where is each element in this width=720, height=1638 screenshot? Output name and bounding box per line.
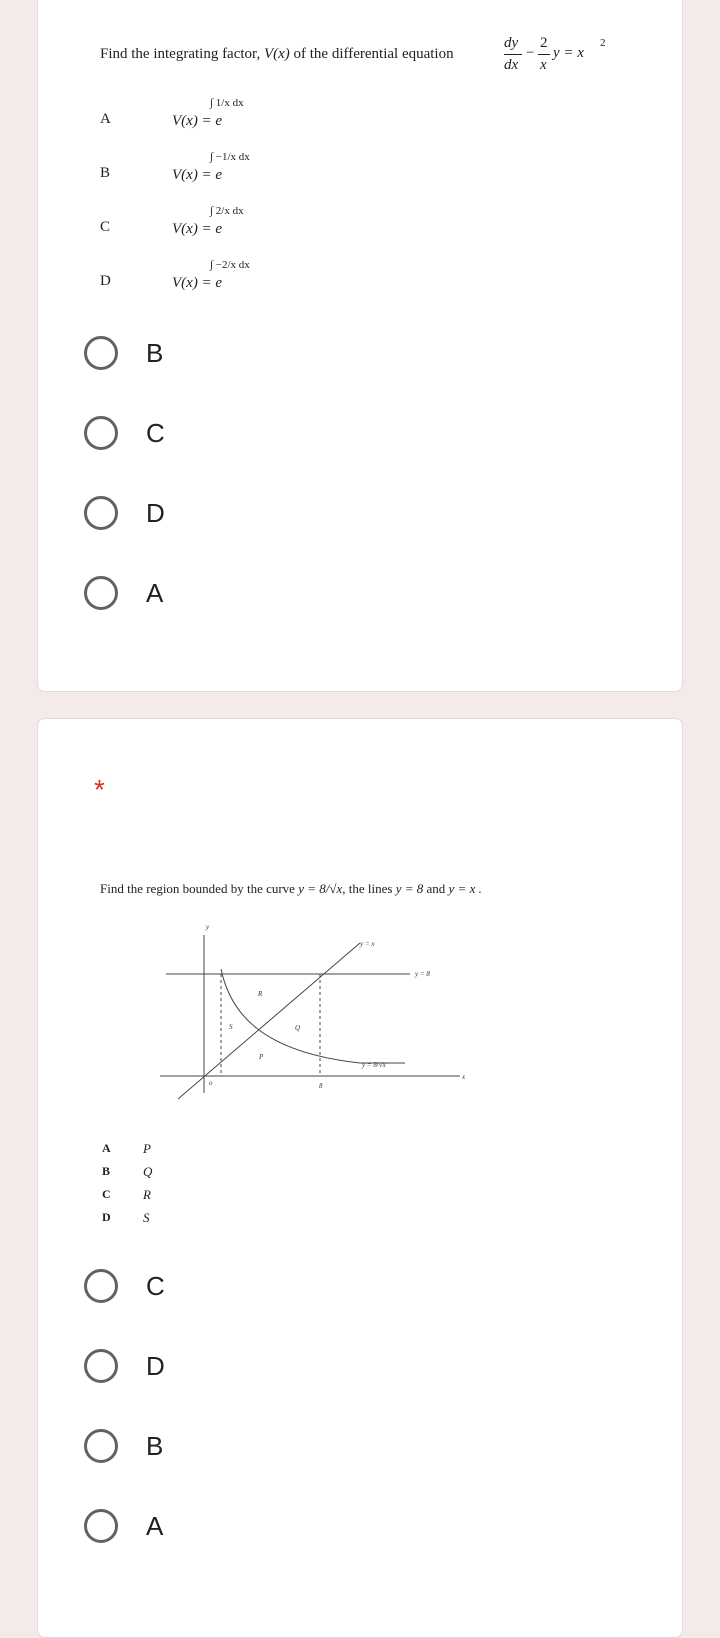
prompt-variable: V(x) xyxy=(263,46,290,62)
radio-button[interactable] xyxy=(84,576,118,610)
formula-exponent: ∫ 2/x dx xyxy=(210,205,244,217)
frac1-numerator: dy xyxy=(504,35,519,51)
region-q-label: Q xyxy=(295,1024,301,1032)
formula-exponent: ∫ −2/x dx xyxy=(210,259,250,271)
question-1-prompt xyxy=(100,46,454,63)
prompt-text: Find the region bounded by the curve xyxy=(100,881,295,896)
radio-button[interactable] xyxy=(84,416,118,450)
choice-label: A xyxy=(146,577,164,608)
frac2-bar xyxy=(538,54,550,55)
option-value: Q xyxy=(143,1164,153,1179)
choice-b[interactable] xyxy=(84,1426,163,1466)
option-letter: B xyxy=(102,1164,111,1178)
radio-button[interactable] xyxy=(84,496,118,530)
frac2-numerator: 2 xyxy=(540,35,548,51)
option-formula xyxy=(172,113,222,130)
choice-a[interactable] xyxy=(84,1506,163,1546)
prompt-tail: of the differential equation xyxy=(293,46,454,62)
prompt-and: and xyxy=(426,881,446,896)
option-letter: C xyxy=(100,219,111,235)
choice-label: C xyxy=(146,417,165,448)
choice-c[interactable] xyxy=(84,1266,165,1306)
choice-c[interactable] xyxy=(84,413,165,453)
radio-button[interactable] xyxy=(84,1269,118,1303)
formula-exponent: ∫ −1/x dx xyxy=(210,151,250,163)
prompt-line2: y = x . xyxy=(448,881,482,896)
differential-equation xyxy=(504,35,644,79)
frac2-denominator: x xyxy=(540,57,547,73)
option-value: S xyxy=(143,1210,150,1225)
option-letter: D xyxy=(100,273,111,289)
choice-label: B xyxy=(146,1430,164,1461)
question-card-1 xyxy=(37,0,683,692)
curve-8-over-root-x xyxy=(221,969,360,1063)
frac1-denominator: dx xyxy=(504,57,519,73)
line-yx-label: y = x xyxy=(360,940,375,948)
question-2-prompt xyxy=(100,881,482,897)
region-p-label: P xyxy=(259,1053,264,1061)
region-r-label: R xyxy=(258,990,263,998)
equation-rhs: y = x xyxy=(553,45,584,61)
choice-label: A xyxy=(146,1510,164,1541)
question-card-2 xyxy=(37,718,683,1638)
formula-exponent: ∫ 1/x dx xyxy=(210,97,244,109)
x-tick-8: 8 xyxy=(319,1082,323,1090)
choice-b[interactable] xyxy=(84,333,163,373)
choice-label: C xyxy=(146,1270,165,1301)
formula-lhs: V(x) = e xyxy=(172,221,223,237)
radio-button[interactable] xyxy=(84,1349,118,1383)
option-letter: A xyxy=(102,1141,111,1155)
radio-button[interactable] xyxy=(84,336,118,370)
origin-label: o xyxy=(209,1079,213,1087)
formula-lhs: V(x) = e xyxy=(172,167,223,183)
choice-label: B xyxy=(146,337,164,368)
radio-button[interactable] xyxy=(84,1429,118,1463)
radio-button[interactable] xyxy=(84,1509,118,1543)
option-formula xyxy=(172,221,222,238)
prompt-curve: y = 8/√x xyxy=(298,881,343,896)
formula-lhs: V(x) = e xyxy=(172,113,223,129)
option-letter: A xyxy=(100,111,111,127)
choice-label: D xyxy=(146,497,165,528)
formula-lhs: V(x) = e xyxy=(172,275,223,291)
option-formula xyxy=(172,275,222,292)
equation-exponent: 2 xyxy=(600,37,606,49)
x-axis-label: x xyxy=(462,1073,466,1081)
option-letter: C xyxy=(102,1187,111,1201)
choice-d[interactable] xyxy=(84,1346,165,1386)
option-letter: D xyxy=(102,1210,111,1224)
region-s-label: S xyxy=(229,1023,233,1031)
prompt-mid: , the lines xyxy=(342,881,393,896)
prompt-text: Find the integrating factor, xyxy=(100,46,261,62)
frac1-bar xyxy=(504,54,522,55)
choice-a[interactable] xyxy=(84,573,163,613)
choice-d[interactable] xyxy=(84,493,165,533)
minus-sign: − xyxy=(526,45,535,61)
prompt-line1: y = 8 xyxy=(395,881,424,896)
option-value: P xyxy=(143,1141,151,1156)
choice-label: D xyxy=(146,1350,165,1381)
option-formula xyxy=(172,167,222,184)
required-asterisk: * xyxy=(94,774,105,805)
y-axis-label: y xyxy=(206,923,210,931)
curve-label: y = 8/√x xyxy=(362,1061,386,1069)
region-graph xyxy=(160,917,490,1117)
option-value: R xyxy=(143,1187,151,1202)
option-letter: B xyxy=(100,165,111,181)
line-y8-label: y = 8 xyxy=(415,970,430,978)
